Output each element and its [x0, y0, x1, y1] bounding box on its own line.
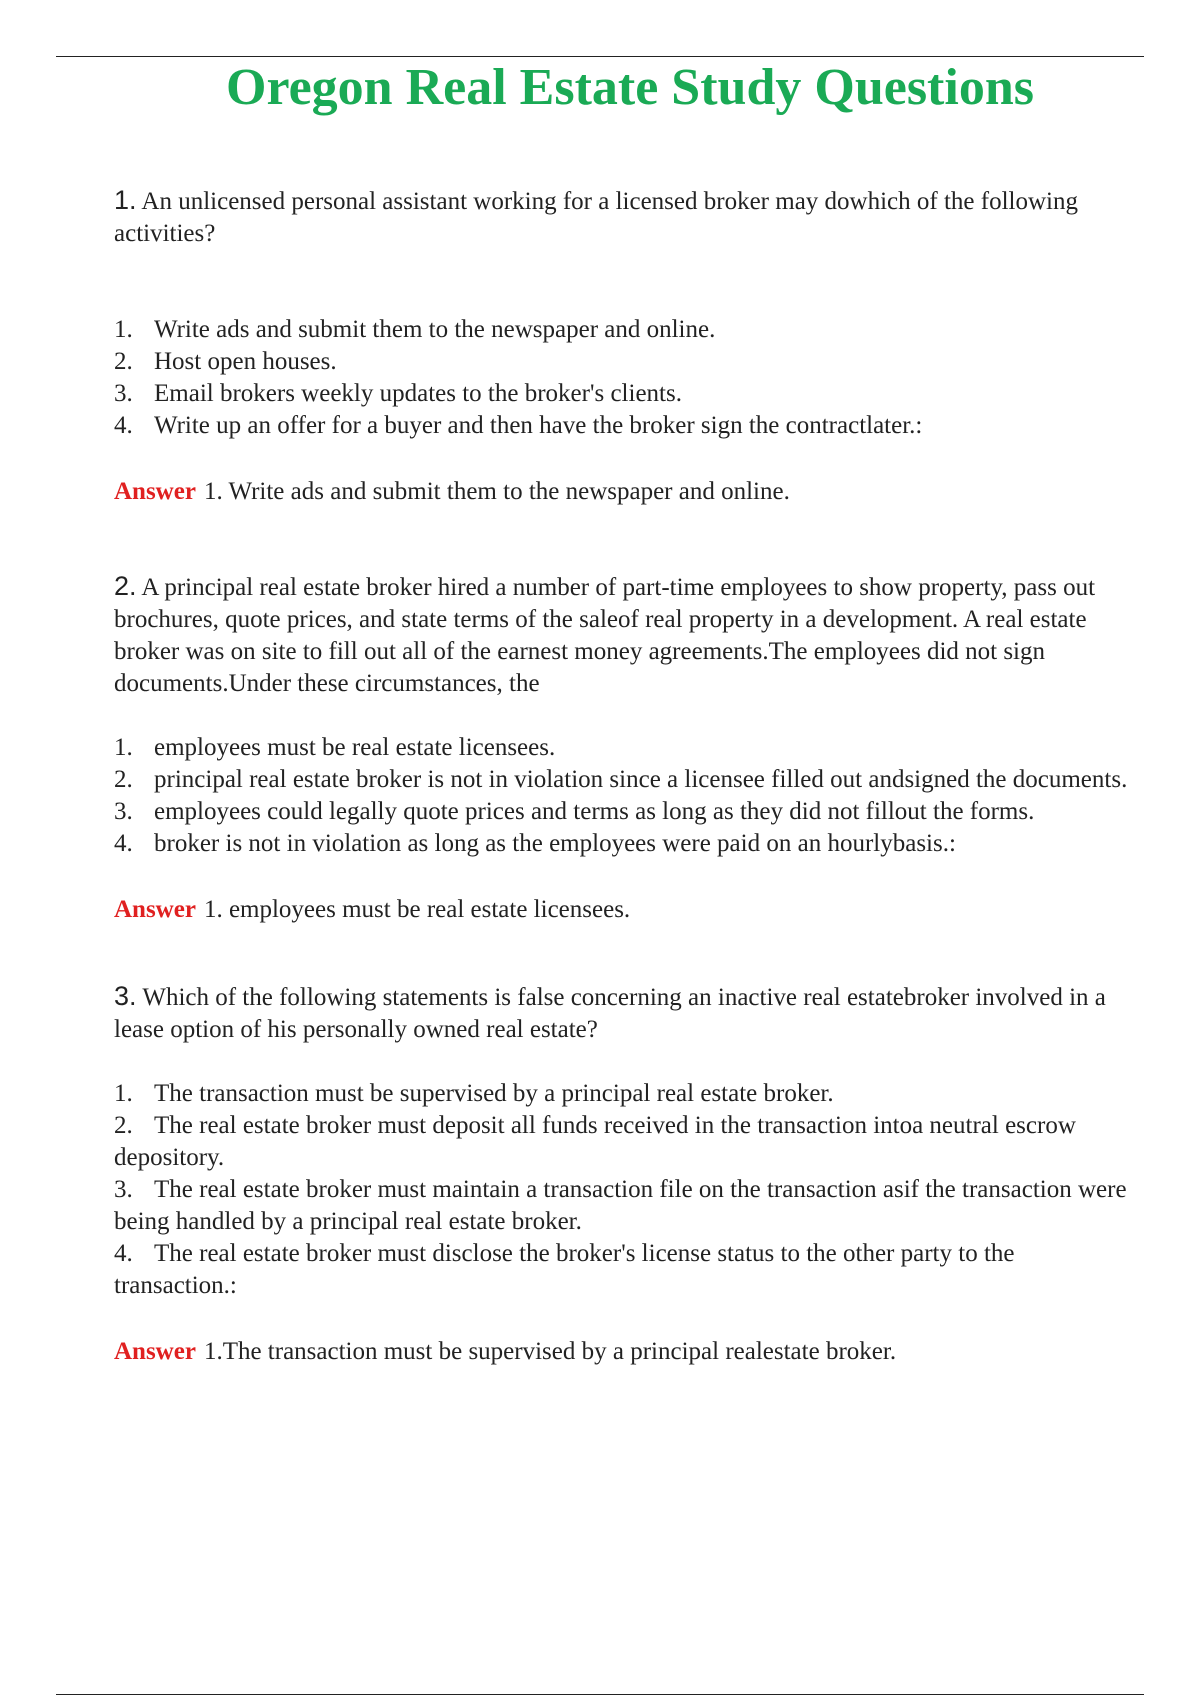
option-text: The real estate broker must deposit all funds received in the transaction intoa neutral escrow depository.	[114, 1112, 1076, 1171]
answer-label: Answer	[114, 896, 196, 923]
option-number: 1.	[114, 734, 133, 761]
option-number: 4.	[114, 412, 133, 439]
option-number: 3.	[114, 1176, 133, 1203]
question-3-options	[114, 1078, 1134, 1302]
bottom-rule	[56, 1694, 1144, 1695]
option-text: Email brokers weekly updates to the broker's clients.	[154, 380, 682, 407]
option-item	[114, 828, 1134, 860]
option-number: 2.	[114, 1112, 133, 1139]
option-number: 1.	[114, 316, 133, 343]
option-item	[114, 410, 1134, 442]
answer-label: Answer	[114, 1338, 196, 1365]
answer-3	[114, 1336, 1134, 1368]
question-list	[114, 184, 1134, 1368]
option-item	[114, 1110, 1134, 1174]
option-number: 1.	[114, 1080, 133, 1107]
answer-label: Answer	[114, 478, 196, 505]
question-1-options	[114, 314, 1134, 442]
option-item	[114, 378, 1134, 410]
option-text: employees could legally quote prices and terms as long as they did not fillout the forms.	[154, 798, 1035, 825]
answer-text: 1.The transaction must be supervised by a principal realestate broker.	[203, 1338, 897, 1365]
question-3	[114, 980, 1134, 1046]
option-number: 4.	[114, 830, 133, 857]
question-2-options	[114, 732, 1134, 860]
option-item	[114, 1174, 1134, 1238]
option-text: The real estate broker must maintain a transaction file on the transaction asif the transaction were being handled by a principal real estate broker.	[114, 1176, 1127, 1235]
option-item	[114, 346, 1134, 378]
option-text: Write ads and submit them to the newspaper and online.	[154, 316, 716, 343]
option-number: 3.	[114, 380, 133, 407]
answer-2	[114, 894, 1134, 926]
option-item	[114, 796, 1134, 828]
option-text: The transaction must be supervised by a principal real estate broker.	[154, 1080, 834, 1107]
question-number: 1.	[114, 185, 137, 215]
page-title: Oregon Real Estate Study Questions	[226, 59, 1034, 116]
option-number: 2.	[114, 766, 133, 793]
question-number: 2.	[114, 571, 137, 601]
option-item	[114, 1078, 1134, 1110]
question-1	[114, 184, 1134, 250]
option-text: Host open houses.	[154, 348, 337, 375]
answer-text: 1. employees must be real estate licensees.	[203, 896, 631, 923]
question-number: 3.	[114, 981, 137, 1011]
option-text: broker is not in violation as long as the employees were paid on an hourlybasis.:	[154, 830, 956, 857]
question-2	[114, 570, 1134, 700]
option-item	[114, 1238, 1134, 1302]
option-number: 3.	[114, 798, 133, 825]
option-item	[114, 732, 1134, 764]
option-text: principal real estate broker is not in violation since a licensee filled out andsigned the documents.	[154, 766, 1128, 793]
question-text: Which of the following statements is false concerning an inactive real estatebroker involved in a lease option of his personally owned real estate?	[114, 984, 1106, 1043]
option-text: Write up an offer for a buyer and then have the broker sign the contractlater.:	[154, 412, 923, 439]
option-text: The real estate broker must disclose the broker's license status to the other party to the transaction.:	[114, 1240, 1015, 1299]
answer-text: 1. Write ads and submit them to the newspaper and online.	[203, 478, 790, 505]
option-item	[114, 314, 1134, 346]
option-number: 2.	[114, 348, 133, 375]
option-text: employees must be real estate licensees.	[154, 734, 556, 761]
question-text: A principal real estate broker hired a number of part-time employees to show property, pass out brochures, quote prices, and state terms of the saleof real property in a development. A real estate broker was on site to fill out all of the earnest money agreements.The employees did not sign documents.Under these circumstances, the	[114, 574, 1096, 697]
option-item	[114, 764, 1134, 796]
answer-1	[114, 476, 1134, 508]
question-text: An unlicensed personal assistant working for a licensed broker may dowhich of the following activities?	[114, 188, 1078, 247]
option-number: 4.	[114, 1240, 133, 1267]
